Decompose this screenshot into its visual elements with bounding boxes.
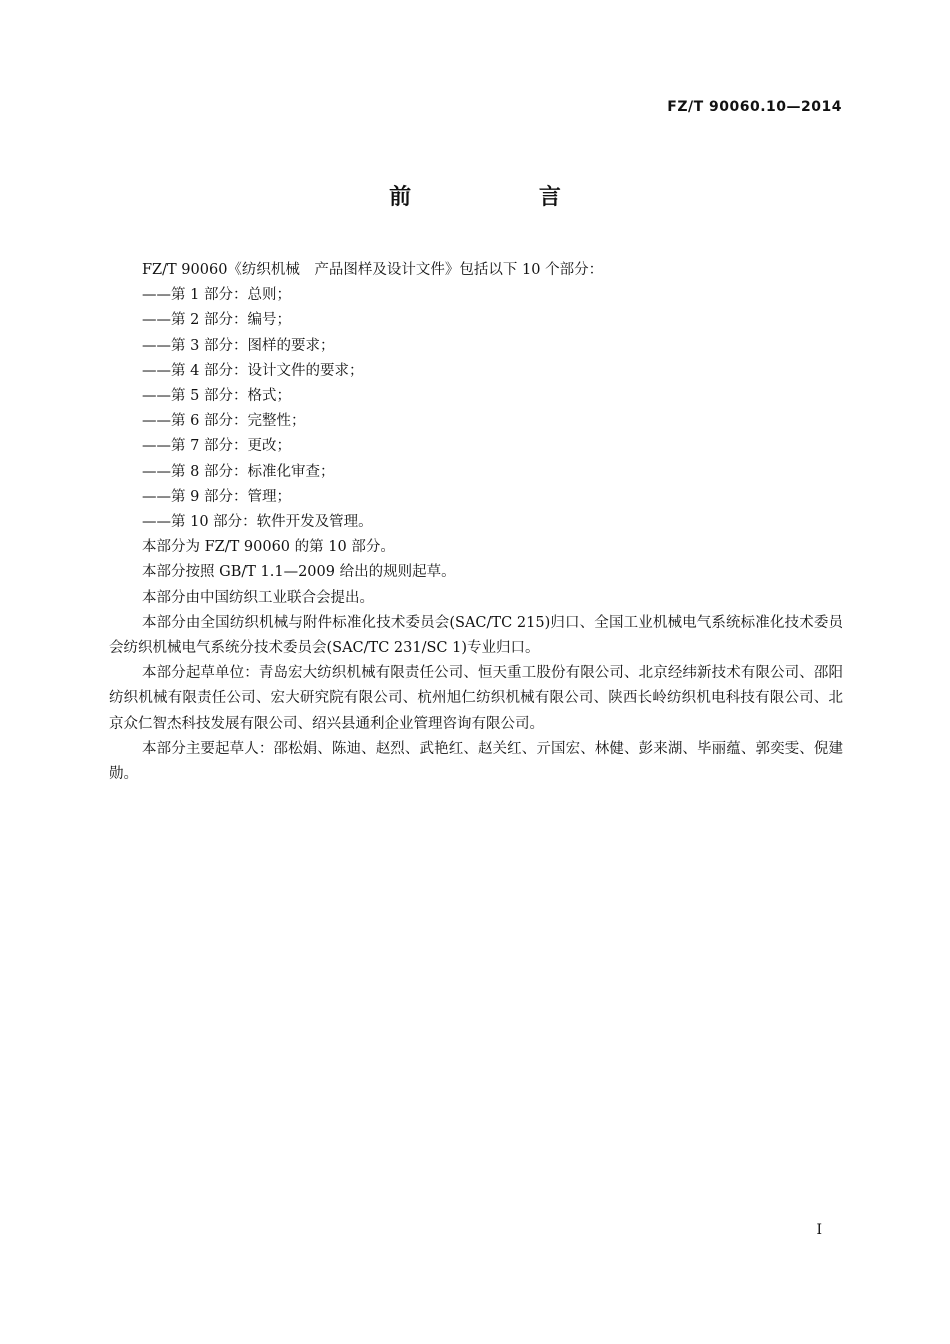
proposer-paragraph: 本部分由中国纺织工业联合会提出。 bbox=[142, 589, 374, 606]
drafting-units-paragraph: 本部分起草单位：青岛宏大纺织机械有限责任公司、恒天重工股份有限公司、北京经纬新技术有限公司、邵阳纺织机械有限责任公司、宏大研究院有限公司、杭州旭仁纺织机械有限公司、陕西长岭纺织机电科技有限公司、北京众仁智杰科技发展有限公司、绍兴县通利企业管理咨询有限公司。 bbox=[109, 665, 843, 732]
page-title: 前 言 bbox=[389, 185, 621, 210]
foreword-body bbox=[109, 258, 843, 787]
page-number: I bbox=[816, 1222, 822, 1238]
part-list-item: ——第 10 部分：软件开发及管理。 bbox=[142, 514, 373, 531]
main-drafters-paragraph: 本部分主要起草人：邵松娟、陈迪、赵烈、武艳红、赵关红、亓国宏、林健、彭来湖、毕丽蕴、郭奕雯、倪建勋。 bbox=[109, 740, 843, 783]
part-list-item: ——第 8 部分：标准化审查； bbox=[142, 463, 335, 480]
standard-code: FZ/T 90060.10—2014 bbox=[667, 99, 842, 115]
part-list-item: ——第 4 部分：设计文件的要求； bbox=[142, 362, 364, 379]
part-list-item: ——第 6 部分：完整性； bbox=[142, 413, 306, 430]
part-list-item: ——第 2 部分：编号； bbox=[142, 312, 291, 329]
responsible-committee-paragraph: 本部分由全国纺织机械与附件标准化技术委员会(SAC/TC 215)归口、全国工业机械电气系统标准化技术委员会纺织机械电气系统分技术委员会(SAC/TC 231/SC 1)专业归口。 bbox=[109, 614, 843, 657]
part-list-item: ——第 1 部分：总则； bbox=[142, 287, 291, 304]
part-list-item: ——第 7 部分：更改； bbox=[142, 438, 291, 455]
part-list-item: ——第 5 部分：格式； bbox=[142, 388, 291, 405]
intro-paragraph: FZ/T 90060《纺织机械 产品图样及设计文件》包括以下 10 个部分： bbox=[142, 262, 604, 278]
part-list-item: ——第 3 部分：图样的要求； bbox=[142, 337, 335, 354]
drafting-rules-paragraph: 本部分按照 GB/T 1.1—2009 给出的规则起草。 bbox=[142, 564, 456, 581]
part-statement-paragraph: 本部分为 FZ/T 90060 的第 10 部分。 bbox=[142, 539, 395, 556]
part-list-item: ——第 9 部分：管理； bbox=[142, 488, 291, 505]
